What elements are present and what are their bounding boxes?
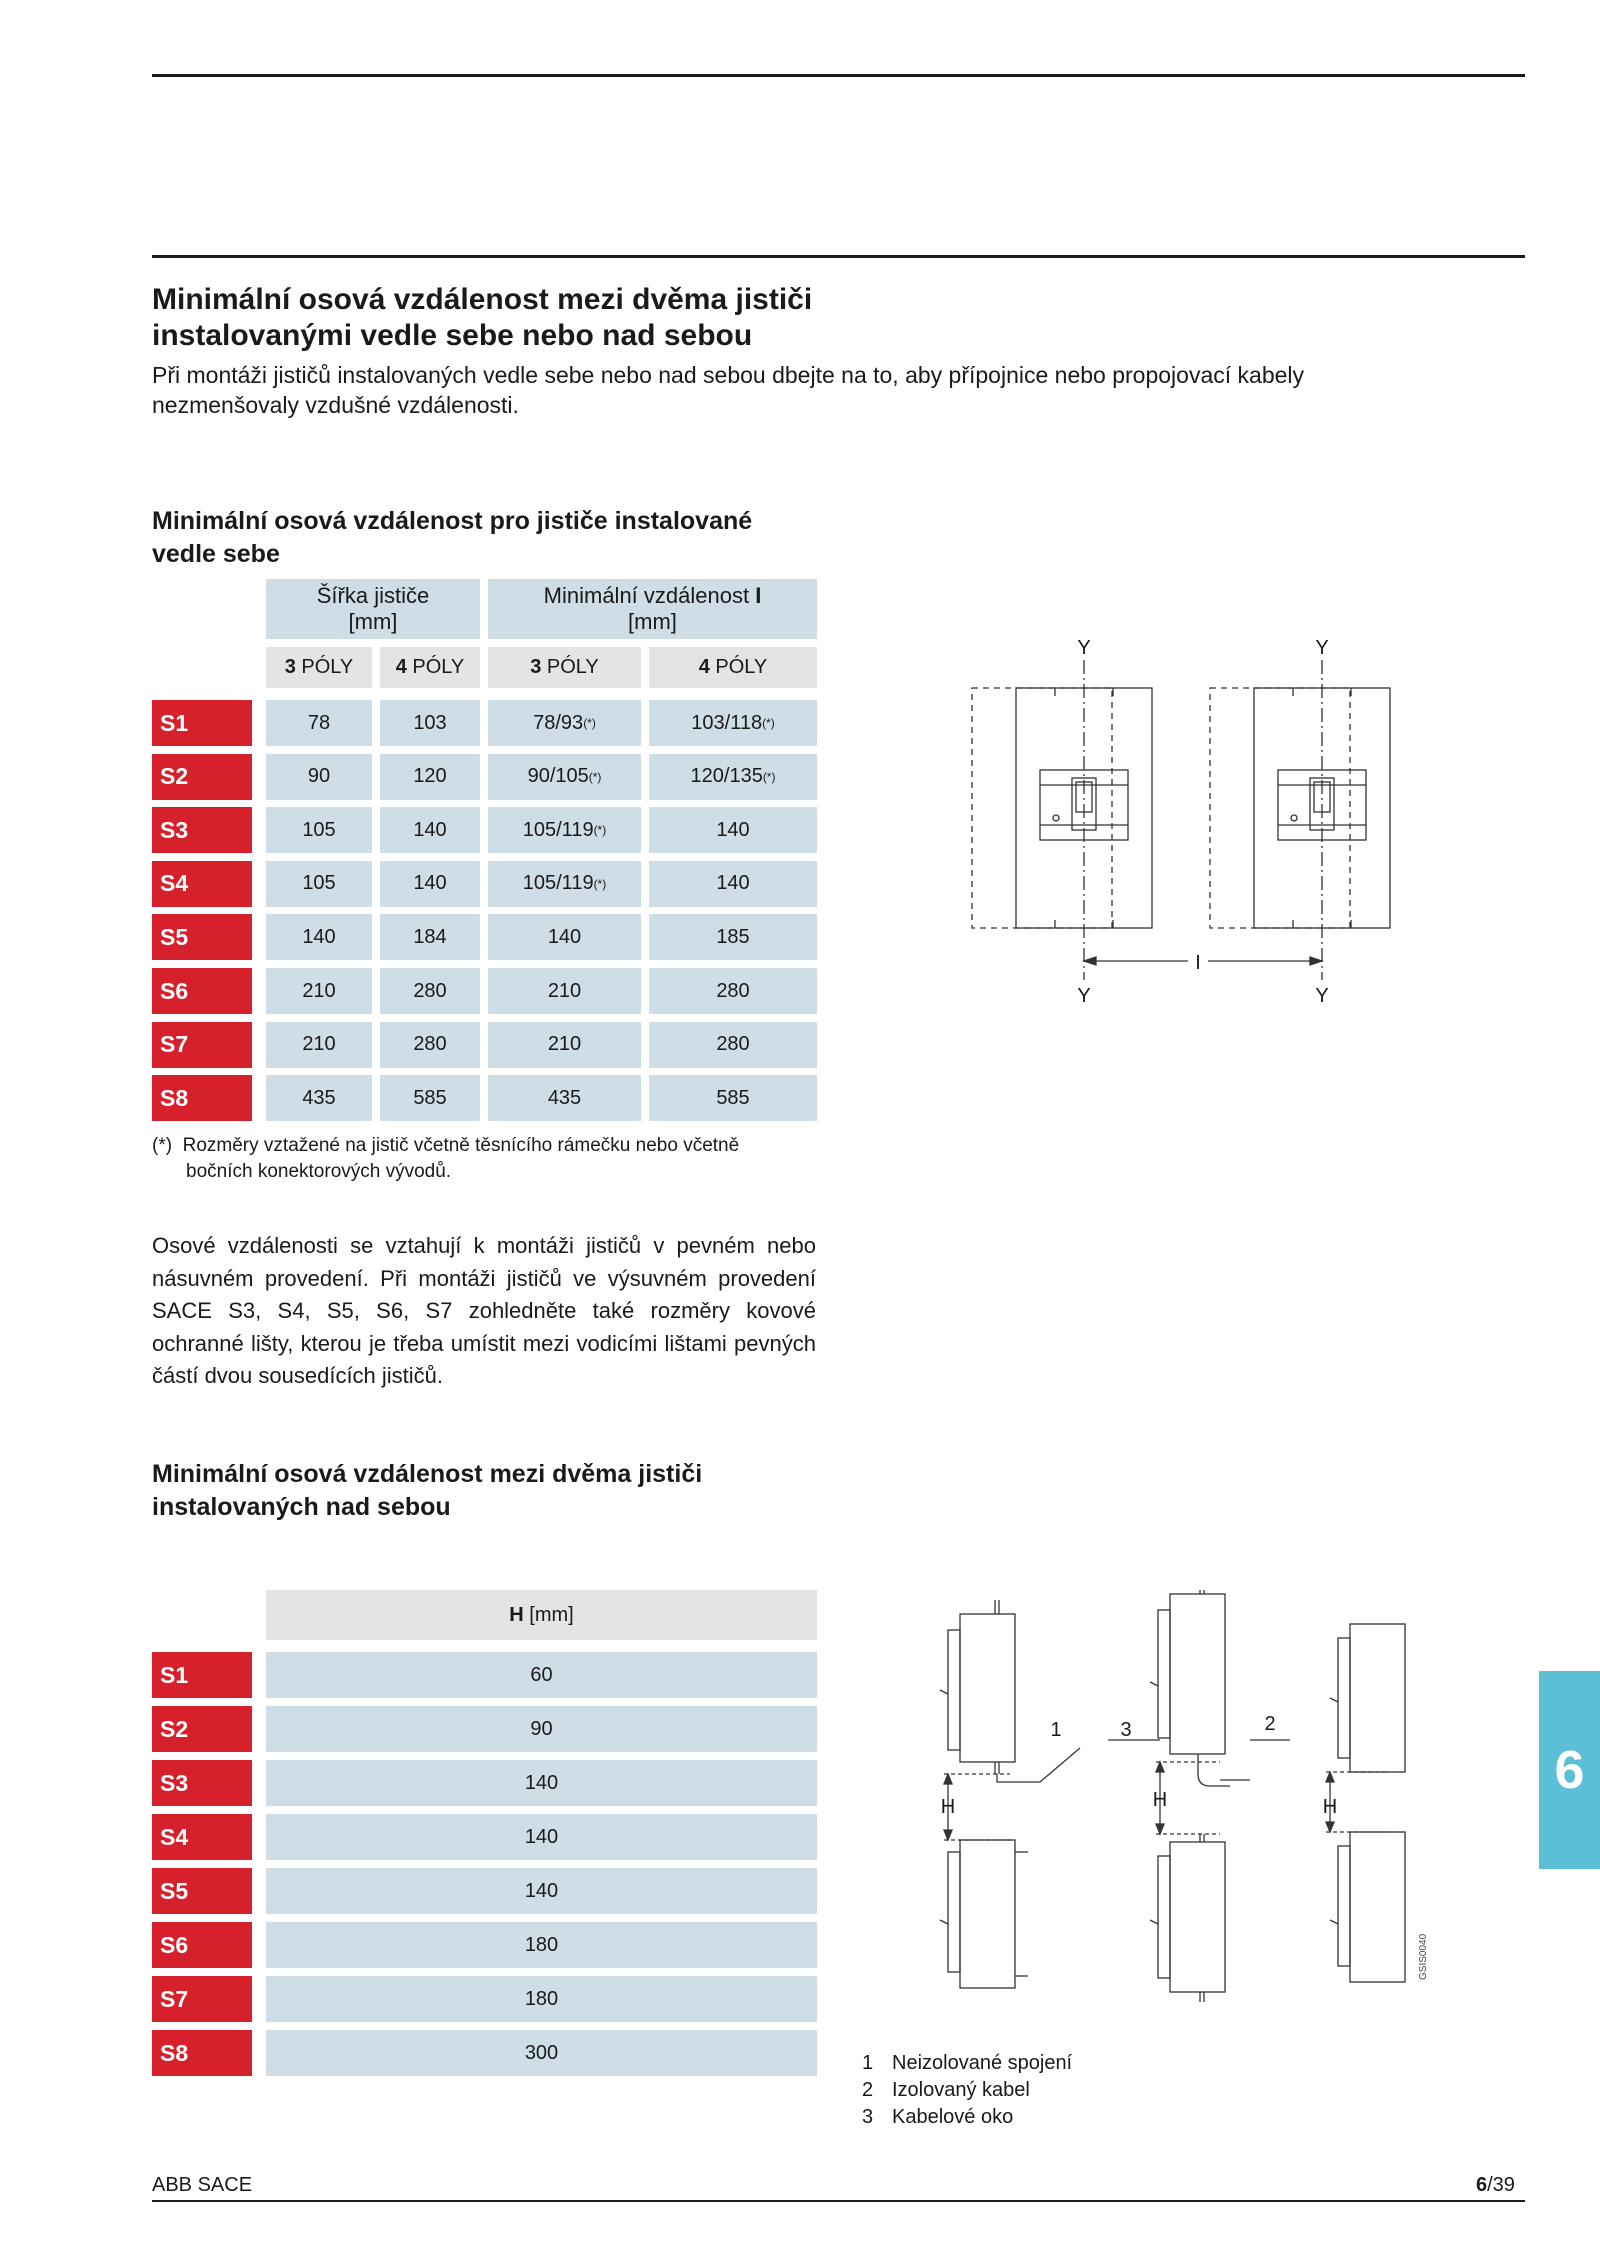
cell-value: 140 (413, 872, 447, 895)
cell-value: 210 (302, 1033, 336, 1056)
stacked-header-unit: [mm] (523, 1603, 574, 1626)
row-label: S2 (152, 754, 252, 800)
row-label: S5 (152, 1868, 252, 1914)
cell-value: 210 (547, 1033, 582, 1056)
distance-label: I (1195, 952, 1201, 974)
cell-value: 280 (716, 979, 750, 1002)
stacked-diagram (860, 1590, 1450, 2020)
table-cell: 105/119 (*) (488, 861, 641, 907)
axis-label-y: Y (1077, 637, 1091, 659)
header-breaker-width-line2: [mm] (348, 609, 398, 634)
row-label: S1 (152, 700, 252, 746)
subheader-text: PÓLY (295, 656, 354, 678)
cell-value: 435 (547, 1086, 582, 1109)
h-label: H (940, 1796, 956, 1818)
table-cell (488, 1075, 641, 1121)
row-label: S6 (152, 1922, 252, 1968)
cell-value: 105 (302, 818, 336, 841)
callout-1: 1 (1050, 1719, 1062, 1741)
cell-value: 90 (307, 765, 331, 788)
cell-value: 140 (302, 925, 336, 948)
table-cell (266, 968, 372, 1014)
intro-line1: Při montáži jističů instalovaných vedle sebe nebo nad sebou dbejte na to, aby přípojnice nebo propojovací kabely (152, 362, 1305, 388)
cell-value: 210 (547, 979, 582, 1002)
subheader-text: PÓLY (709, 656, 768, 678)
subheader-num: 4 (698, 656, 710, 678)
row-label: S8 (152, 2030, 252, 2076)
row-label: S6 (152, 968, 252, 1014)
table-cell (649, 1075, 817, 1121)
table-cell (649, 1022, 817, 1068)
diagram-legend (862, 2050, 1072, 2131)
table-cell (380, 914, 480, 960)
table-cell (380, 968, 480, 1014)
header-min-distance-unit: [mm] (628, 609, 677, 634)
subheader-dist-4p (649, 647, 817, 688)
row-label: S7 (152, 1022, 252, 1068)
legend-item (862, 2104, 1072, 2131)
cell-value: 185 (716, 925, 750, 948)
section-rule (152, 255, 1525, 258)
subheader-width-4p (380, 647, 480, 688)
body-paragraph: Osové vzdálenosti se vztahují k montáži jističů v pevném nebo násuvném provedení. Při montáži jističů ve výsuvném provedení SACE S3, S4, S5, S6, S7 zohledněte také rozměry kovové ochranné lišty, kterou je třeba umístit mezi vodicími lištami pevných částí dvou sousedících jističů. (152, 1233, 816, 1388)
row-label: S8 (152, 1075, 252, 1121)
footnote-text1: Rozměry vztažené na jistič včetně těsnícího rámečku nebo včetně (182, 1135, 740, 1156)
legend-num: 3 (862, 2106, 874, 2128)
h-label: H (1152, 1789, 1168, 1811)
row-label: S4 (152, 861, 252, 907)
table-cell (649, 807, 817, 853)
cell-value: 585 (413, 1086, 447, 1109)
table-cell: 180 (266, 1922, 817, 1968)
cell-value: 280 (413, 1033, 447, 1056)
callout-2: 2 (1264, 1713, 1276, 1735)
page-title-line2: instalovanými vedle sebe nebo nad sebou (152, 319, 753, 352)
subheader-num: 3 (530, 656, 542, 678)
header-min-distance (488, 579, 817, 639)
intro-line2: nezmenšovaly vzdušné vzdálenosti. (152, 392, 519, 418)
top-rule (152, 74, 1525, 77)
drawing-code: GSIS0040 (1418, 1933, 1429, 1980)
stacked-header (266, 1590, 817, 1640)
page-title (152, 282, 1152, 354)
header-min-distance-line1 (544, 583, 762, 609)
table-cell (266, 1075, 372, 1121)
cell-value: 120 (413, 765, 447, 788)
side-by-side-title-line2: vedle sebe (152, 540, 280, 568)
footer-left: ABB SACE (152, 2174, 253, 2196)
subheader-text: PÓLY (406, 656, 465, 678)
table-cell: 78/93 (*) (488, 700, 641, 746)
axis-label-y: Y (1315, 637, 1329, 659)
cell-value: 103 (413, 711, 447, 734)
table-cell (649, 861, 817, 907)
axis-label-y: Y (1315, 985, 1329, 1007)
header-min-distance-symbol: I (755, 583, 762, 608)
table-cell (380, 700, 480, 746)
table-cell (488, 1022, 641, 1068)
table-cell (488, 914, 641, 960)
footer-page-bold: 6 (1476, 2174, 1488, 2196)
row-label: S5 (152, 914, 252, 960)
side-by-side-title-line1: Minimální osová vzdálenost pro jističe instalované (152, 507, 753, 535)
table-cell (649, 968, 817, 1014)
cell-value: 280 (716, 1033, 750, 1056)
table-cell (380, 1075, 480, 1121)
table-cell (380, 1022, 480, 1068)
callout-3: 3 (1120, 1719, 1132, 1741)
table-cell (380, 807, 480, 853)
cell-value: 140 (716, 872, 750, 895)
footer-page-rest: /39 (1487, 2174, 1515, 2196)
cell-value: 140 (413, 818, 447, 841)
legend-text: Neizolované spojení (892, 2052, 1073, 2074)
legend-num: 1 (862, 2052, 874, 2074)
row-label: S3 (152, 807, 252, 853)
table-cell (266, 861, 372, 907)
cell-value: 105/119 (522, 872, 594, 895)
table-cell: 140 (266, 1760, 817, 1806)
table-cell: 103/118 (*) (649, 700, 817, 746)
footnote-line1 (152, 1133, 832, 1159)
cell-value: 140 (547, 925, 582, 948)
cell-value: 105/119 (522, 818, 594, 841)
table-cell (266, 807, 372, 853)
table-cell (380, 861, 480, 907)
table-cell: 105/119 (*) (488, 807, 641, 853)
footnote-mark: (*) (152, 1135, 173, 1156)
row-label: S3 (152, 1760, 252, 1806)
subheader-num: 4 (395, 656, 407, 678)
row-label: S4 (152, 1814, 252, 1860)
header-breaker-width-line1: Šířka jističe (316, 583, 430, 608)
table-cell (266, 914, 372, 960)
subheader-num: 3 (284, 656, 296, 678)
page-title-line1: Minimální osová vzdálenost mezi dvěma jističi (152, 283, 813, 316)
table-cell: 140 (266, 1814, 817, 1860)
intro-text (152, 360, 1452, 420)
cell-value: 105 (302, 872, 336, 895)
table-cell (266, 700, 372, 746)
cell-value: 280 (413, 979, 447, 1002)
stacked-title (152, 1458, 702, 1524)
stacked-title-line1: Minimální osová vzdálenost mezi dvěma jističi (152, 1460, 703, 1488)
cell-value: 210 (302, 979, 336, 1002)
table-cell: 140 (266, 1868, 817, 1914)
legend-num: 2 (862, 2079, 874, 2101)
axis-label-y: Y (1077, 985, 1091, 1007)
cell-value: 103/118 (691, 711, 763, 734)
cell-value: 78/93 (533, 711, 584, 734)
footer-rule (152, 2200, 1525, 2202)
cell-value: 78 (307, 711, 331, 734)
row-label: S7 (152, 1976, 252, 2022)
stacked-title-line2: instalovaných nad sebou (152, 1493, 451, 1521)
cell-value: 435 (302, 1086, 336, 1109)
chapter-tab[interactable]: 6 (1539, 1671, 1600, 1869)
h-label: H (1322, 1796, 1338, 1818)
subheader-width-3p (266, 647, 372, 688)
table-cell: 60 (266, 1652, 817, 1698)
legend-item (862, 2050, 1072, 2077)
footnote (152, 1133, 832, 1185)
table-cell (380, 754, 480, 800)
subheader-dist-3p (488, 647, 641, 688)
side-by-side-title (152, 505, 752, 571)
cell-value: 585 (716, 1086, 750, 1109)
cell-value: 90/105 (527, 765, 589, 788)
footnote-line2: bočních konektorových vývodů. (186, 1161, 452, 1182)
row-label: S2 (152, 1706, 252, 1752)
legend-item (862, 2077, 1072, 2104)
table-cell: 120/135 (*) (649, 754, 817, 800)
row-label: S1 (152, 1652, 252, 1698)
table-cell (266, 1022, 372, 1068)
header-min-distance-text: Minimální vzdálenost (543, 583, 750, 608)
legend-text: Kabelové oko (892, 2106, 1014, 2128)
cell-value: 120/135 (690, 765, 763, 788)
cell-value: 184 (413, 925, 447, 948)
footer-page-number (1476, 2174, 1515, 2197)
subheader-text: PÓLY (541, 656, 599, 678)
table-cell: 180 (266, 1976, 817, 2022)
table-cell (266, 754, 372, 800)
header-breaker-width (266, 579, 480, 639)
table-cell (488, 968, 641, 1014)
side-by-side-diagram (960, 630, 1420, 1010)
table-cell: 90 (266, 1706, 817, 1752)
table-cell (649, 914, 817, 960)
table-cell: 300 (266, 2030, 817, 2076)
legend-text: Izolovaný kabel (892, 2079, 1030, 2101)
stacked-header-symbol: H (509, 1603, 524, 1626)
table-cell: 90/105 (*) (488, 754, 641, 800)
cell-value: 140 (716, 818, 750, 841)
